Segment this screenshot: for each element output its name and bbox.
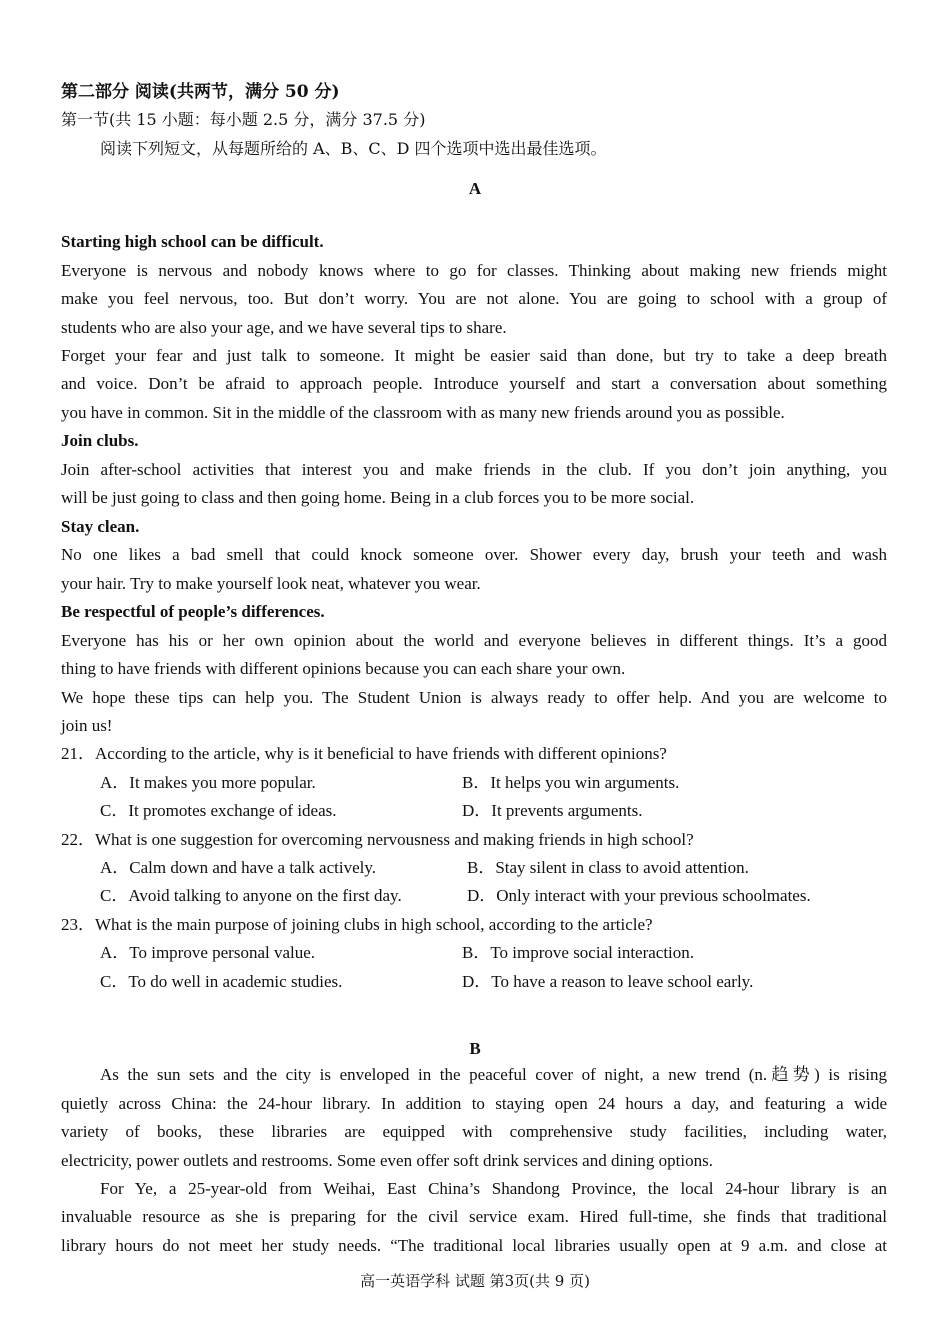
- passage-b-line: For Ye, a 25-year-old from Weihai, East China’s Shandong Province, the local 24-hour library is an: [100, 1179, 887, 1198]
- question-22-option-c: C．Avoid talking to anyone on the first day.: [100, 886, 402, 905]
- question-23-option-a: A．To improve personal value.: [100, 943, 316, 962]
- question-22-stem: 22．What is one suggestion for overcoming nervousness and making friends in high school?: [61, 830, 694, 849]
- passage-a-line: Forget your fear and just talk to someone. It might be easier said than done, but try to take a deep breath: [61, 346, 887, 365]
- passage-a-line: join us!: [61, 716, 113, 735]
- passage-b-line: electricity, power outlets and restrooms. Some even offer soft drink services and dining options.: [61, 1151, 713, 1170]
- passage-a-line: Join after-school activities that interest you and make friends in the club. If you don’t join anything, you: [61, 460, 887, 479]
- passage-a-line: your hair. Try to make yourself look neat, whatever you wear.: [61, 574, 481, 593]
- passage-a-line: thing to have friends with different opinions because you can each share your own.: [61, 659, 626, 678]
- question-21-option-a: A．It makes you more popular.: [100, 773, 316, 792]
- passage-a-line: Everyone has his or her own opinion about the world and everyone believes in different things. It’s a good: [61, 631, 887, 650]
- passage-a-line: No one likes a bad smell that could knock someone over. Shower every day, brush your teeth and wash: [61, 545, 887, 564]
- question-21-option-d: D．It prevents arguments.: [462, 801, 643, 820]
- heading-starting-high-school: Starting high school can be difficult.: [61, 232, 324, 251]
- passage-a-line: We hope these tips can help you. The Student Union is always ready to offer help. And you are welcome to: [61, 688, 887, 707]
- passage-b-line: variety of books, these libraries are equipped with comprehensive study facilities, including water,: [61, 1122, 887, 1141]
- page-footer: 高一英语学科 试题 第3页(共 9 页): [360, 1272, 590, 1290]
- passage-b-line: library hours do not meet her study needs. “The traditional local libraries usually open at 9 a.m. and close at: [61, 1236, 887, 1255]
- instruction: 阅读下列短文，从每题所给的 A、B、C、D 四个选项中选出最佳选项。: [100, 139, 607, 158]
- question-22-option-b: B．Stay silent in class to avoid attention.: [467, 858, 749, 877]
- part-title: 第二部分 阅读(共两节，满分 50 分): [61, 82, 340, 102]
- question-23-option-b: B．To improve social interaction.: [462, 943, 695, 962]
- question-22-option-d: D．Only interact with your previous schoolmates.: [467, 886, 811, 905]
- passage-a-line: and voice. Don’t be afraid to approach people. Introduce yourself and start a conversation about something: [61, 374, 887, 393]
- passage-a-label: A: [468, 179, 482, 198]
- passage-b-line: As the sun sets and the city is enveloped in the peaceful cover of night, a new trend (n.趋势) is rising: [100, 1065, 887, 1084]
- passage-a-line: will be just going to class and then going home. Being in a club forces you to be more social.: [61, 488, 695, 507]
- passage-b-line: invaluable resource as she is preparing for the civil service exam. Hired full-time, she finds that traditional: [61, 1207, 887, 1226]
- question-23-option-d: D．To have a reason to leave school early.: [462, 972, 754, 991]
- passage-a-line: students who are also your age, and we have several tips to share.: [61, 318, 507, 337]
- heading-stay-clean: Stay clean.: [61, 517, 140, 536]
- heading-be-respectful: Be respectful of people’s differences.: [61, 602, 325, 621]
- question-21-option-b: B．It helps you win arguments.: [462, 773, 680, 792]
- question-22-option-a: A．Calm down and have a talk actively.: [100, 858, 377, 877]
- question-21-option-c: C．It promotes exchange of ideas.: [100, 801, 337, 820]
- question-23-stem: 23．What is the main purpose of joining clubs in high school, according to the article?: [61, 915, 653, 934]
- heading-join-clubs: Join clubs.: [61, 431, 139, 450]
- section-title: 第一节(共 15 小题：每小题 2.5 分，满分 37.5 分): [61, 110, 426, 129]
- passage-b-label: B: [469, 1039, 481, 1058]
- question-21-stem: 21．According to the article, why is it beneficial to have friends with different opinions?: [61, 744, 667, 763]
- question-23-option-c: C．To do well in academic studies.: [100, 972, 343, 991]
- passage-a-line: Everyone is nervous and nobody knows where to go for classes. Thinking about making new friends might: [61, 261, 887, 280]
- passage-a-line: you have in common. Sit in the middle of the classroom with as many new friends around you as possible.: [61, 403, 785, 422]
- passage-a-line: make you feel nervous, too. But don’t worry. You are not alone. You are going to school with a group of: [61, 289, 887, 308]
- passage-b-line: quietly across China: the 24-hour library. In addition to staying open 24 hours a day, and featuring a wide: [61, 1094, 887, 1113]
